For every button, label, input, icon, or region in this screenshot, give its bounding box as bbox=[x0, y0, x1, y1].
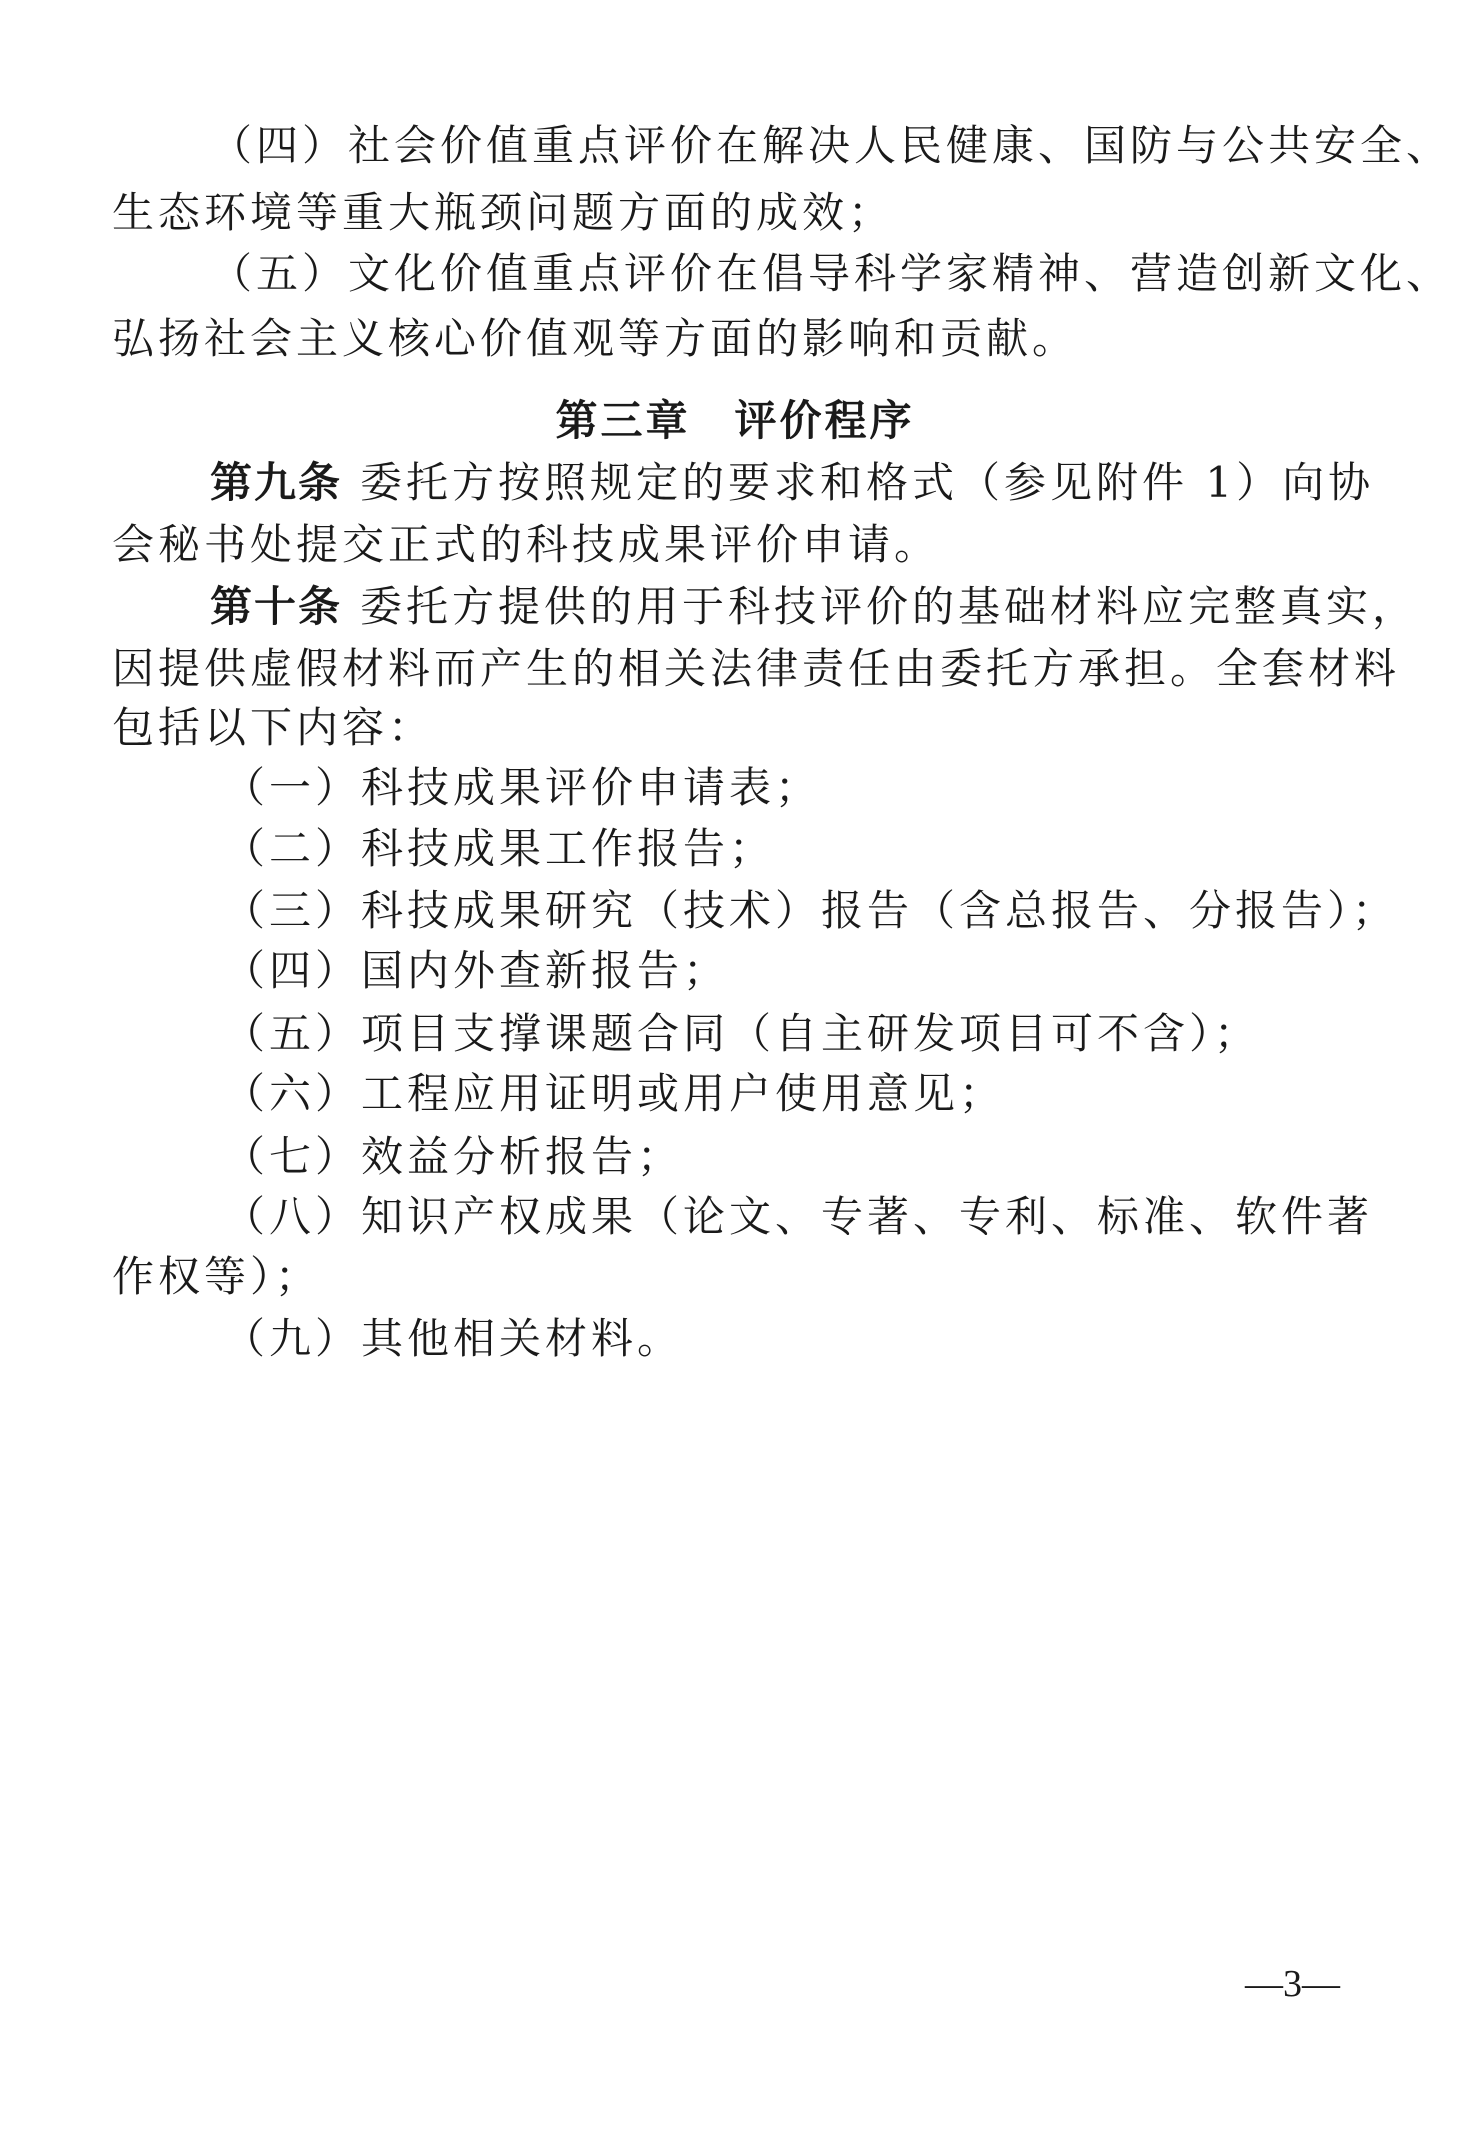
chapter-number: 第三章 bbox=[555, 396, 691, 445]
article-9-line2: 会秘书处提交正式的科技成果评价申请。 bbox=[112, 520, 941, 569]
article-9-line1 bbox=[210, 458, 1375, 507]
paragraph-cultural-value-line1: （五）文化价值重点评价在倡导科学家精神、营造创新文化、 bbox=[210, 249, 1453, 298]
article-9-label: 第九条 bbox=[210, 458, 343, 507]
article-10-line2: 因提供虚假材料而产生的相关法律责任由委托方承担。全套材料 bbox=[112, 644, 1401, 693]
chapter-heading bbox=[0, 396, 1470, 445]
article-10-line1 bbox=[210, 582, 1419, 631]
list-item: （三）科技成果研究（技术）报告（含总报告、分报告）； bbox=[223, 886, 1399, 935]
list-item: （七）效益分析报告； bbox=[223, 1132, 684, 1181]
paragraph-cultural-value-line2: 弘扬社会主义核心价值观等方面的影响和贡献。 bbox=[112, 314, 1079, 363]
page-number: —3— bbox=[1245, 1963, 1340, 2005]
chapter-title: 评价程序 bbox=[734, 396, 915, 445]
list-item: （五）项目支撑课题合同（自主研发项目可不含）； bbox=[223, 1009, 1261, 1058]
list-item-continuation: 作权等）； bbox=[112, 1252, 322, 1301]
list-item: （四）国内外查新报告； bbox=[223, 946, 730, 995]
list-item: （二）科技成果工作报告； bbox=[223, 824, 776, 873]
list-item: （九）其他相关材料。 bbox=[223, 1314, 684, 1363]
list-item: （六）工程应用证明或用户使用意见； bbox=[223, 1069, 1006, 1118]
article-9-text-line1: 委托方按照规定的要求和格式（参见附件 1）向协 bbox=[360, 458, 1375, 507]
paragraph-social-value-line2: 生态环境等重大瓶颈问题方面的成效； bbox=[112, 188, 895, 237]
paragraph-social-value-line1: （四）社会价值重点评价在解决人民健康、国防与公共安全、 bbox=[210, 121, 1453, 170]
list-item: （一）科技成果评价申请表； bbox=[223, 763, 822, 812]
article-10-text-line1: 委托方提供的用于科技评价的基础材料应完整真实， bbox=[360, 582, 1419, 631]
article-10-label: 第十条 bbox=[210, 582, 343, 631]
article-10-line3: 包括以下内容： bbox=[112, 703, 435, 752]
list-item: （八）知识产权成果（论文、专著、专利、标准、软件著 bbox=[223, 1192, 1374, 1241]
